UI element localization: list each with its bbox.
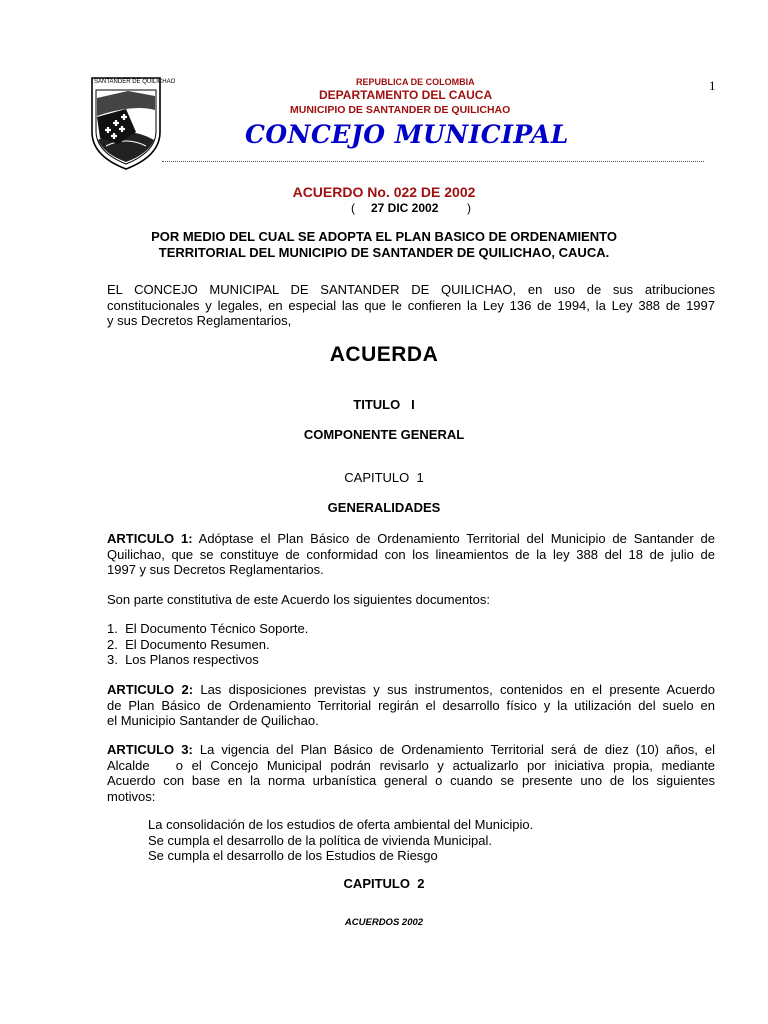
motives-list xyxy=(148,817,533,864)
article-1-line: Quilichao, que se constituye de conformidad con los lineamientos de la ley 388 del 18 de julio de xyxy=(107,546,715,562)
municipal-seal xyxy=(88,74,176,172)
list-item: 2. El Documento Resumen. xyxy=(107,636,270,652)
header-municipality: MUNICIPIO DE SANTANDER DE QUILICHAO xyxy=(290,104,511,116)
article-3-label: ARTICULO 3: xyxy=(107,742,193,757)
list-item: Se cumpla el desarrollo de los Estudios de Riesgo xyxy=(148,848,438,864)
agreement-date-close: ) xyxy=(467,201,471,215)
seal-label: SANTANDER DE QUILICHAO xyxy=(94,79,176,85)
article-1-text: Adóptase el Plan Básico de Ordenamiento Territorial del Municipio de Santander de xyxy=(192,531,715,546)
subject-line-1: POR MEDIO DEL CUAL SE ADOPTA EL PLAN BASICO DE ORDENAMIENTO xyxy=(151,229,617,244)
acuerda-heading: ACUERDA xyxy=(329,343,439,366)
header-divider xyxy=(162,160,704,162)
agreement-number: ACUERDO No. 022 DE 2002 xyxy=(292,184,476,200)
article-2-line: el Municipio Santander de Quilichao. xyxy=(107,713,319,729)
list-item: La consolidación de los estudios de oferta ambiental del Municipio. xyxy=(148,817,534,832)
chapter-2-heading: CAPITULO 2 xyxy=(343,876,425,891)
article-1 xyxy=(107,531,715,578)
preamble-line: y sus Decretos Reglamentarios, xyxy=(107,313,292,329)
article-3-text: La vigencia del Plan Básico de Ordenamiento Territorial será de diez (10) años, el xyxy=(192,742,715,757)
title-heading: TITULO I xyxy=(353,397,415,412)
article-3-line: Acuerdo con base en la norma urbanística general o cuando se presente uno de los siguientes xyxy=(107,773,715,789)
page-number: 1 xyxy=(709,78,716,93)
article-1-line: 1997 y sus Decretos Reglamentarios. xyxy=(107,562,324,578)
documents-list xyxy=(107,621,308,668)
article-3-line: Alcalde o el Concejo Municipal podrán revisarlo y actualizarlo por iniciativa propia, mediante xyxy=(107,757,715,773)
article-2 xyxy=(107,682,715,729)
header-country: REPUBLICA DE COLOMBIA xyxy=(356,77,475,87)
article-1-label: ARTICULO 1: xyxy=(107,531,193,546)
list-item: 1. El Documento Técnico Soporte. xyxy=(107,621,309,636)
preamble-line: EL CONCEJO MUNICIPAL DE SANTANDER DE QUILICHAO, en uso de sus atribuciones xyxy=(107,282,715,297)
article-2-text: Las disposiciones previstas y sus instrumentos, contenidos en el presente Acuerdo xyxy=(193,682,715,697)
component-heading: COMPONENTE GENERAL xyxy=(303,427,465,442)
agreement-date-open: ( xyxy=(351,201,355,215)
coat-of-arms-icon xyxy=(88,74,176,172)
article-3-line: motivos: xyxy=(107,788,156,804)
chapter-1-heading: CAPITULO 1 xyxy=(344,470,424,485)
article-3 xyxy=(107,742,715,804)
footer-label: ACUERDOS 2002 xyxy=(344,917,424,928)
header-department: DEPARTAMENTO DEL CAUCA xyxy=(319,88,493,102)
agreement-date: 27 DIC 2002 xyxy=(371,201,439,215)
list-item: 3. Los Planos respectivos xyxy=(107,652,259,668)
subject-line-2: TERRITORIAL DEL MUNICIPIO DE SANTANDER DE QUILICHAO, CAUCA. xyxy=(158,245,610,260)
documents-intro: Son parte constitutiva de este Acuerdo los siguientes documentos: xyxy=(107,592,491,607)
council-title: CONCEJO MUNICIPAL xyxy=(245,120,569,149)
list-item: Se cumpla el desarrollo de la política de vivienda Municipal. xyxy=(148,832,492,848)
preamble xyxy=(107,282,715,329)
generalities-heading: GENERALIDADES xyxy=(327,500,441,515)
preamble-line: constitucionales y legales, en especial las que le confieren la Ley 136 de 1994, la Ley 388 de 1997 xyxy=(107,297,715,313)
article-2-line: de Plan Básico de Ordenamiento Territorial regirán el desarrollo físico y la utilización del suelo en xyxy=(107,697,715,713)
article-2-label: ARTICULO 2: xyxy=(107,682,194,697)
